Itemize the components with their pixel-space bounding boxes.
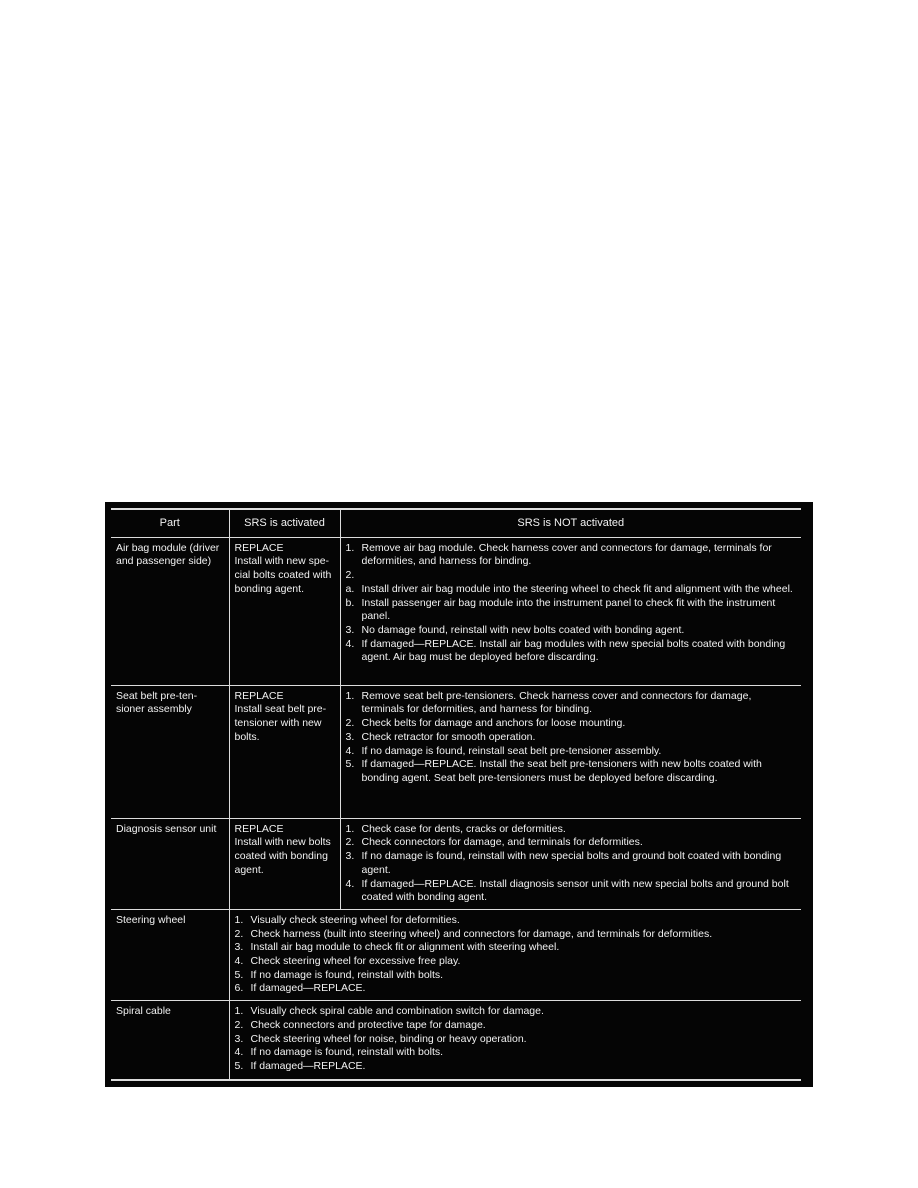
activated-line: agent. bbox=[234, 863, 264, 876]
step-item: 3. No damage found, reinstall with new bolts coated with bonding agent. bbox=[345, 623, 685, 636]
step-item: 4. If no damage is found, reinstall with bolts. bbox=[234, 1046, 444, 1059]
part-cell: Seat belt pre-ten- sioner assembly bbox=[111, 685, 229, 818]
step-item: 3. Install air bag module to check fit or alignment with steering wheel. bbox=[234, 941, 560, 954]
not-activated-cell bbox=[340, 685, 801, 818]
step-item: b. Install passenger air bag module into the instrument panel to check fit with the instrument panel. bbox=[345, 596, 776, 623]
part-cell: Air bag module (driver and passenger side) bbox=[111, 537, 229, 685]
activated-line: Install with new bolts bbox=[234, 836, 331, 849]
activated-line: REPLACE bbox=[234, 822, 284, 835]
step-item: 3. If no damage is found, reinstall with new special bolts and ground bolt coated with bonding agent. bbox=[345, 850, 782, 876]
step-item: 1. Remove air bag module. Check harness cover and connectors for damage, terminals for deformities, and harness for binding. bbox=[345, 541, 772, 568]
table-row-spiral-cable bbox=[111, 1001, 801, 1081]
combined-cell bbox=[229, 1001, 801, 1081]
step-item: 1. Check case for dents, cracks or deformities. bbox=[345, 822, 566, 835]
activated-line: tensioner with new bbox=[234, 717, 322, 730]
part-cell: Steering wheel bbox=[111, 909, 229, 1000]
table-header-row bbox=[111, 509, 801, 537]
step-item: 5. If damaged—REPLACE. bbox=[234, 1059, 366, 1072]
step-item: 4. If damaged—REPLACE. Install air bag modules with new special bolts coated with bonding agent. Air bag must be deployed before discarding. bbox=[345, 637, 786, 664]
step-item: 2. bbox=[345, 569, 355, 582]
srs-inspection-table bbox=[111, 508, 801, 1081]
not-activated-cell bbox=[340, 818, 801, 909]
part-cell: Spiral cable bbox=[111, 1001, 229, 1081]
part-cell: Diagnosis sensor unit bbox=[111, 818, 229, 909]
activated-line: Install seat belt pre- bbox=[234, 703, 327, 716]
activated-line: cial bolts coated with bbox=[234, 569, 332, 582]
not-activated-cell bbox=[340, 537, 801, 685]
step-item: 1. Visually check spiral cable and combination switch for damage. bbox=[234, 1005, 544, 1018]
header-srs-activated: SRS is activated bbox=[229, 509, 340, 537]
activated-line: coated with bonding bbox=[234, 850, 328, 863]
header-part: Part bbox=[111, 509, 229, 537]
step-item: 4. Check steering wheel for excessive free play. bbox=[234, 955, 461, 968]
step-item: 1. Visually check steering wheel for deformities. bbox=[234, 913, 460, 926]
srs-inspection-table-panel bbox=[105, 502, 813, 1087]
step-item: a. Install driver air bag module into the steering wheel to check fit and alignment with the wheel. bbox=[345, 582, 793, 595]
activated-line: bolts. bbox=[234, 730, 260, 743]
step-item: 5. If damaged—REPLACE. Install the seat belt pre-tensioners with new bolts coated with bonding agent. Seat belt pre-tensioners must be deployed before discarding. bbox=[345, 758, 762, 784]
step-item: 3. Check retractor for smooth operation. bbox=[345, 730, 536, 743]
step-item: 4. If damaged—REPLACE. Install diagnosis sensor unit with new special bolts and ground bolt coated with bonding agent. bbox=[345, 877, 789, 904]
step-item: 4. If no damage is found, reinstall seat belt pre-tensioner assembly. bbox=[345, 744, 662, 757]
step-item: 6. If damaged—REPLACE. bbox=[234, 982, 366, 995]
table-row-steering-wheel bbox=[111, 909, 801, 1000]
table-row-diagnosis-sensor-unit bbox=[111, 818, 801, 909]
step-list bbox=[346, 823, 797, 905]
step-item: 1. Remove seat belt pre-tensioners. Check harness cover and connectors for damage, terminals for deformities, and harness for binding. bbox=[345, 689, 752, 716]
activated-cell bbox=[229, 537, 340, 685]
table-row-air-bag-module bbox=[111, 537, 801, 685]
table-row-seat-belt-pretensioner bbox=[111, 685, 801, 818]
step-item: 2. Check harness (built into steering wheel) and connectors for damage, and terminals for deformities. bbox=[234, 927, 713, 940]
step-item: 3. Check steering wheel for noise, binding or heavy operation. bbox=[234, 1032, 527, 1045]
step-item: 2. Check belts for damage and anchors for loose mounting. bbox=[345, 717, 626, 730]
activated-line: bonding agent. bbox=[234, 582, 304, 595]
combined-cell bbox=[229, 909, 801, 1000]
header-srs-not-activated: SRS is NOT activated bbox=[340, 509, 801, 537]
step-list bbox=[235, 914, 797, 996]
activated-cell bbox=[229, 818, 340, 909]
step-list bbox=[235, 1005, 797, 1074]
activated-cell bbox=[229, 685, 340, 818]
step-item: 5. If no damage is found, reinstall with bolts. bbox=[234, 968, 444, 981]
activated-line: REPLACE bbox=[234, 689, 284, 702]
step-list bbox=[346, 690, 797, 786]
step-list bbox=[346, 542, 797, 665]
step-item: 2. Check connectors and protective tape for damage. bbox=[234, 1018, 486, 1031]
activated-line: REPLACE bbox=[234, 541, 284, 554]
activated-line: Install with new spe- bbox=[234, 555, 330, 568]
step-item: 2. Check connectors for damage, and terminals for deformities. bbox=[345, 836, 643, 849]
